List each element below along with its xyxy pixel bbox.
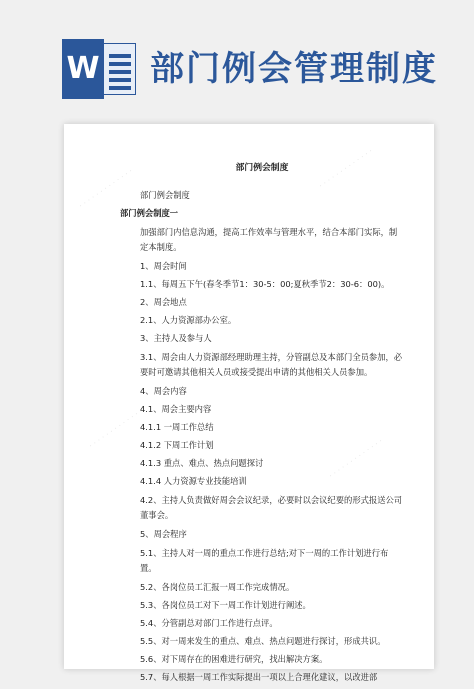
word-icon-letter: W [62, 39, 104, 99]
document-line: 5.5、对一周来发生的重点、难点、热点问题进行探讨，形成共识。 [140, 636, 386, 646]
document-line: 4.1.3 重点、难点、热点问题探讨 [140, 458, 264, 468]
document-line: 1.1、每周五下午(春冬季节1：30-5：00;夏秋季节2：30-6：00)。 [140, 279, 390, 289]
document-line: 4.1.2 下周工作计划 [140, 440, 214, 450]
document-line: 2、周会地点 [140, 297, 187, 307]
document-line: 加强部门内信息沟通，提高工作效率与管理水平，结合本部门实际，制定本制度。 [140, 227, 398, 252]
document-body [120, 160, 404, 689]
document-page: · · · · · · · · · · · · · · · · · · · · · · · · · · · · · · · · · · · · · · · · · · · · · · · · · · · · 部门例会制度 部门例会制度 部门例会制度一 加强部门内信息沟通，提高工作效率与管理水平，结合本部门实际，制定本制度。 1、周会时间 1.1、每周五下午(春冬季节1：30-5：00;夏秋季节2：30-6：00)。 2、周会地点 2.1、人力资源部办公室。 3、主持人及参与人 3.1、周会由人力资源部经理助理主持，分管副总及本部门全员参加，必要时可邀请其他相关人员或接受提出申请的其他相关人员参加。 4、周会内容 4.1、周会主要内容 4.1.1 一周工作总结 4.1.2 下周工作计划 4.1.3 重点、难点、热点问题探讨 4.1.4 人力资源专业技能培训 4.2、主持人负责做好周会会议纪录，必要时以会议纪要的形式报送公司董事会。 5、周会程序 5.1、主持人对一周的重点工作进行总结;对下一周的工作计划进行布置。 5.2、各岗位员工汇报一周工作完成情况。 5.3、各岗位员工对下一周工作计划进行阐述。 5.4、分管副总对部门工作进行点评。 5.5、对一周来发生的重点、难点、热点问题进行探讨，形成共识。 5.6、对下周存在的困难进行研究，找出解决方案。 5.7、每人根据一周工作实际提出一项以上合理化建议，以改进部 [64, 124, 434, 669]
document-line: 5.3、各岗位员工对下一周工作计划进行阐述。 [140, 600, 311, 610]
document-line: 部门例会制度一 [120, 208, 179, 218]
document-line: 5.6、对下周存在的困难进行研究，找出解决方案。 [140, 654, 328, 664]
header-banner [0, 0, 474, 130]
document-line: 5.1、主持人对一周的重点工作进行总结;对下一周的工作计划进行布置。 [140, 548, 389, 573]
document-line: 2.1、人力资源部办公室。 [140, 315, 237, 325]
document-title: 部门例会管理制度 [150, 49, 438, 89]
document-line: 4.1.1 一周工作总结 [140, 422, 214, 432]
document-line: 5.2、各岗位员工汇报一周工作完成情况。 [140, 582, 295, 592]
document-line: 4、周会内容 [140, 386, 187, 396]
document-line: 5.4、分管副总对部门工作进行点评。 [140, 618, 278, 628]
document-line: 4.2、主持人负责做好周会会议纪录，必要时以会议纪要的形式报送公司董事会。 [140, 495, 403, 520]
document-line: 3、主持人及参与人 [140, 333, 212, 343]
document-heading: 部门例会制度 [235, 163, 289, 173]
document-line: 1、周会时间 [140, 261, 187, 271]
document-line: 3.1、周会由人力资源部经理助理主持，分管副总及本部门全员参加，必要时可邀请其他相关人员或接受提出申请的其他相关人员参加。 [140, 352, 403, 377]
document-line: 4.1、周会主要内容 [140, 404, 212, 414]
word-document-icon [62, 39, 136, 99]
document-line: 4.1.4 人力资源专业技能培训 [140, 476, 247, 486]
document-line: 部门例会制度 [140, 190, 190, 200]
document-line: 5.7、每人根据一周工作实际提出一项以上合理化建议，以改进部 [140, 672, 378, 682]
document-line: 5、周会程序 [140, 529, 187, 539]
